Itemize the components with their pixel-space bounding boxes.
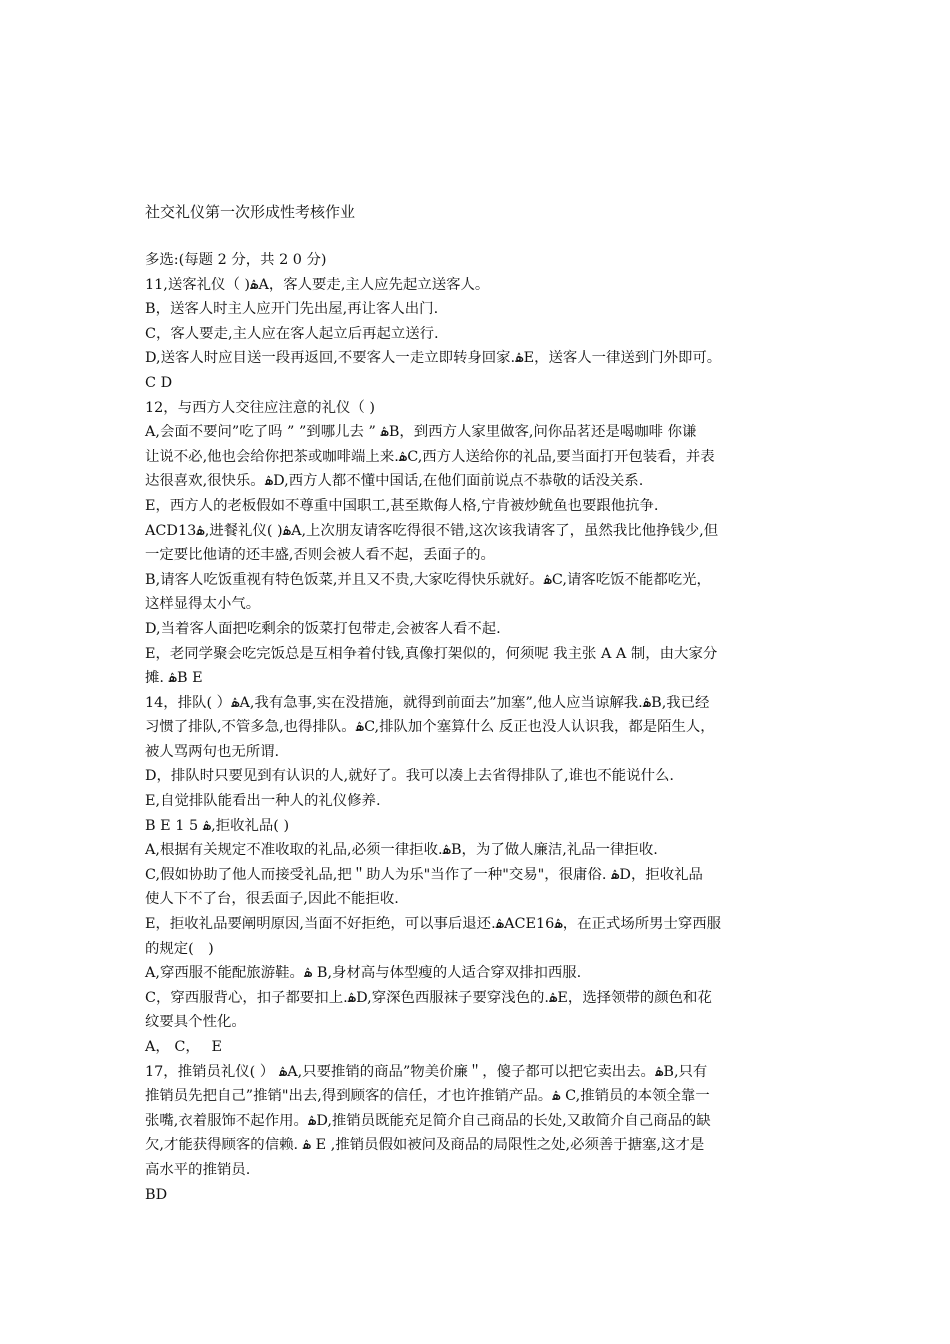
text-line: 12，与西方人交往应注意的礼仪（ ) — [145, 399, 375, 416]
text-line: A,会面不要问”吃了吗 ” ”到哪儿去 ” ۿB，到西方人家里做客,问你品茗还是喝咖啡 你谦 — [145, 424, 697, 441]
text-line: ACD13ۿ,进餐礼仪( )ۿA,上次朋友请客吃得很不错,这次该我请客了，虽然我比他挣钱少,但 — [145, 522, 719, 539]
text-line: 11,送客礼仪（ )ۿA，客人要走,主人应先起立送客人。 — [145, 276, 490, 293]
text-line: 习惯了排队,不管多急,也得排队。ۿC,排队加个塞算什么 反正也没人认识我，都是陌生人， — [145, 719, 715, 736]
document-body — [145, 248, 810, 1207]
text-line: 被人骂两句也无所谓. — [145, 743, 280, 760]
text-line: D,当着客人面把吃剩余的饭菜打包带走,会被客人看不起. — [145, 620, 501, 637]
text-line: A， C， E — [145, 1039, 223, 1055]
document-title: 社交礼仪第一次形成性考核作业 — [145, 203, 356, 221]
text-line: 使人下不了台，很丢面子,因此不能拒收. — [145, 891, 399, 908]
text-line: B，送客人时主人应开门先出屋,再让客人出门. — [145, 301, 439, 318]
text-line: 高水平的推销员. — [145, 1161, 251, 1178]
text-line: 的规定( ) — [145, 940, 214, 957]
text-line: A,穿西服不能配旅游鞋。ۿ B,身材高与体型瘦的人适合穿双排扣西服. — [145, 965, 582, 982]
text-line: 达很喜欢,很快乐。ۿD,西方人都不懂中国话,在他们面前说点不恭敬的话没关系. — [145, 473, 644, 490]
text-line: 17，推销员礼仪( ） ۿA,只要推销的商品”物美价廉＂，傻子都可以把它卖出去。ۿB,只有 — [145, 1063, 708, 1080]
text-line: 一定要比他请的还丰盛,否则会被人看不起，丢面子的。 — [145, 547, 495, 564]
text-line: A,根据有关规定不准收取的礼品,必须一律拒收.ۿB，为了做人廉洁,礼品一律拒收. — [145, 842, 658, 859]
text-line: C D — [145, 374, 173, 391]
text-line: E，拒收礼品要阐明原因,当面不好拒绝，可以事后退还.ۿACE16ۿ，在正式场所男士穿西服 — [145, 916, 722, 933]
text-line: C，客人要走,主人应在客人起立后再起立送行. — [145, 325, 439, 342]
text-line: 14，排队( ）ۿA,我有急事,实在没措施，就得到前面去”加塞”,他人应当谅解我.ۿB,我已经 — [145, 694, 710, 711]
text-line: 推销员先把自己”推销"出去,得到顾客的信任，才也许推销产品。ۿ C,推销员的本领全靠一 — [145, 1088, 710, 1105]
text-line: 这样显得太小气。 — [145, 596, 261, 613]
text-line: E,自觉排队能看出一种人的礼仪修养. — [145, 793, 381, 810]
text-line: 欠,才能获得顾客的信赖. ۿ E ,推销员假如被问及商品的局限性之处,必须善于搪塞,这才是 — [145, 1137, 705, 1154]
text-line: D，排队时只要见到有认识的人,就好了。我可以凑上去省得排队了,谁也不能说什么. — [145, 768, 674, 785]
text-line: 让说不必,他也会给你把茶或咖啡端上来.ۿC,西方人送给你的礼品,要当面打开包装看，并表 — [145, 448, 715, 465]
text-line: E，老同学聚会吃完饭总是互相争着付钱,真像打架似的，何须呢 我主张 A A 制，由大家分 — [145, 645, 718, 662]
text-line: 张嘴,衣着服饰不起作用。ۿD,推销员既能充足简介自己商品的长处,又敢简介自己商品的缺 — [145, 1112, 711, 1129]
document-page — [145, 200, 810, 1207]
text-line: BD — [145, 1186, 168, 1203]
text-line: B E 1 5 ۿ,拒收礼品( ) — [145, 817, 290, 834]
text-line: B,请客人吃饭重视有特色饭菜,并且又不贵,大家吃得快乐就好。ۿC,请客吃饭不能都吃光， — [145, 571, 711, 588]
text-line: C，穿西服背心，扣子都要扣上.ۿD,穿深色西服袜子要穿浅色的.ۿE，选择领带的颜色和花 — [145, 989, 712, 1006]
text-line: E，西方人的老板假如不尊重中国职工,甚至欺侮人格,宁肯被炒鱿鱼也要跟他抗争. — [145, 497, 659, 514]
text-line: D,送客人时应目送一段再返回,不要客人一走立即转身回家.ۿE，送客人一律送到门外即可。 — [145, 350, 722, 367]
text-line: 多选:(每题 2 分，共 2 0 分) — [145, 252, 327, 268]
text-line: 摊. ۿB E — [145, 670, 203, 687]
text-line: 纹要具个性化。 — [145, 1014, 246, 1031]
text-line: C,假如协助了他人而接受礼品,把＂助人为乐"当作了一种"交易"，很庸俗. ۿD，拒收礼品 — [145, 866, 703, 883]
